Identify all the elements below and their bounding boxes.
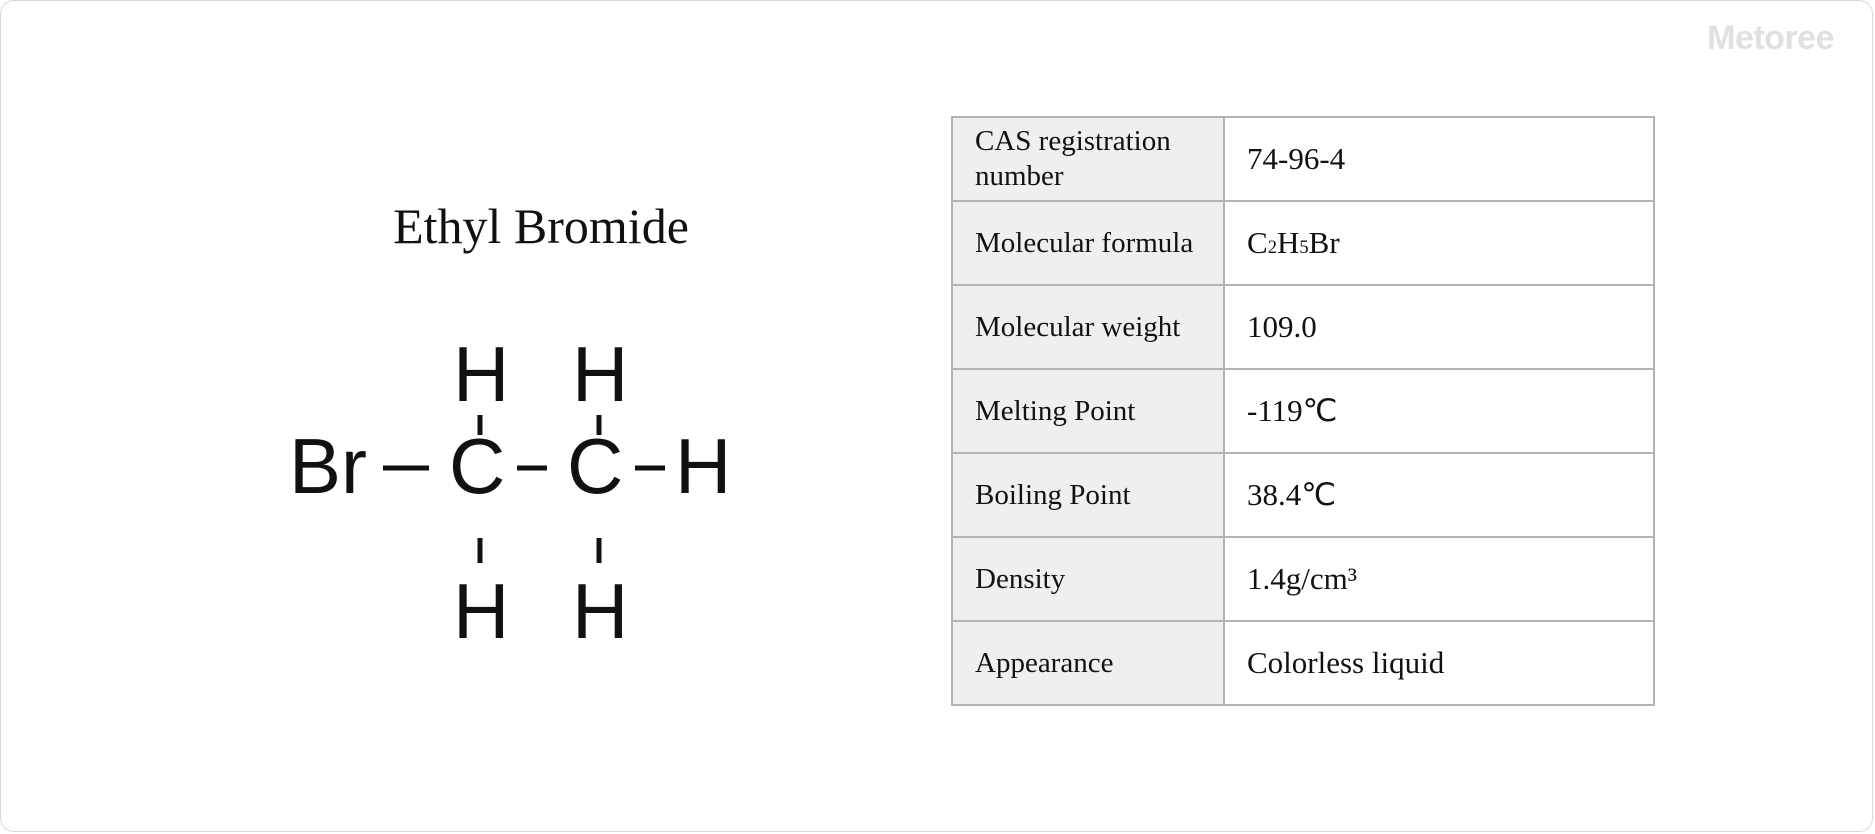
property-label: Density [952, 537, 1224, 621]
formula-hydrogen-count: 5 [1299, 237, 1309, 259]
property-label: Molecular formula [952, 201, 1224, 285]
table-row [952, 285, 1654, 369]
table-row [952, 117, 1654, 201]
compound-name: Ethyl Bromide [393, 198, 689, 254]
atom-hydrogen-top-2: H [572, 331, 629, 418]
atom-hydrogen-right: H [675, 422, 732, 510]
atom-carbon-2: C [567, 422, 624, 510]
table-row [952, 453, 1654, 537]
table-row [952, 621, 1654, 705]
formula-carbon-count: 2 [1267, 237, 1277, 259]
formula-carbon: C [1247, 225, 1268, 261]
atom-hydrogen-bottom-2: H [572, 567, 629, 651]
property-label: Melting Point [952, 369, 1224, 453]
formula-bromine: Br [1308, 225, 1340, 261]
property-value: Colorless liquid [1224, 621, 1654, 705]
table-row [952, 201, 1654, 285]
property-label: Appearance [952, 621, 1224, 705]
property-value: 1.4g/cm³ [1224, 537, 1654, 621]
formula-hydrogen: H [1276, 225, 1300, 261]
table-row [952, 537, 1654, 621]
property-label: Molecular weight [952, 285, 1224, 369]
properties-table [951, 116, 1655, 706]
table-row [952, 369, 1654, 453]
property-value: 74-96-4 [1224, 117, 1654, 201]
property-value-formula [1224, 201, 1654, 285]
atom-bromine: Br [289, 422, 367, 510]
metoree-watermark: Metoree [1707, 19, 1834, 57]
property-value: -119℃ [1224, 369, 1654, 453]
atom-hydrogen-bottom-1: H [453, 567, 510, 651]
property-label: CAS registration number [952, 117, 1224, 201]
atom-carbon-1: C [449, 422, 506, 510]
property-label: Boiling Point [952, 453, 1224, 537]
property-value: 109.0 [1224, 285, 1654, 369]
atom-hydrogen-top-1: H [453, 331, 510, 418]
property-value: 38.4℃ [1224, 453, 1654, 537]
structural-formula [281, 331, 761, 651]
